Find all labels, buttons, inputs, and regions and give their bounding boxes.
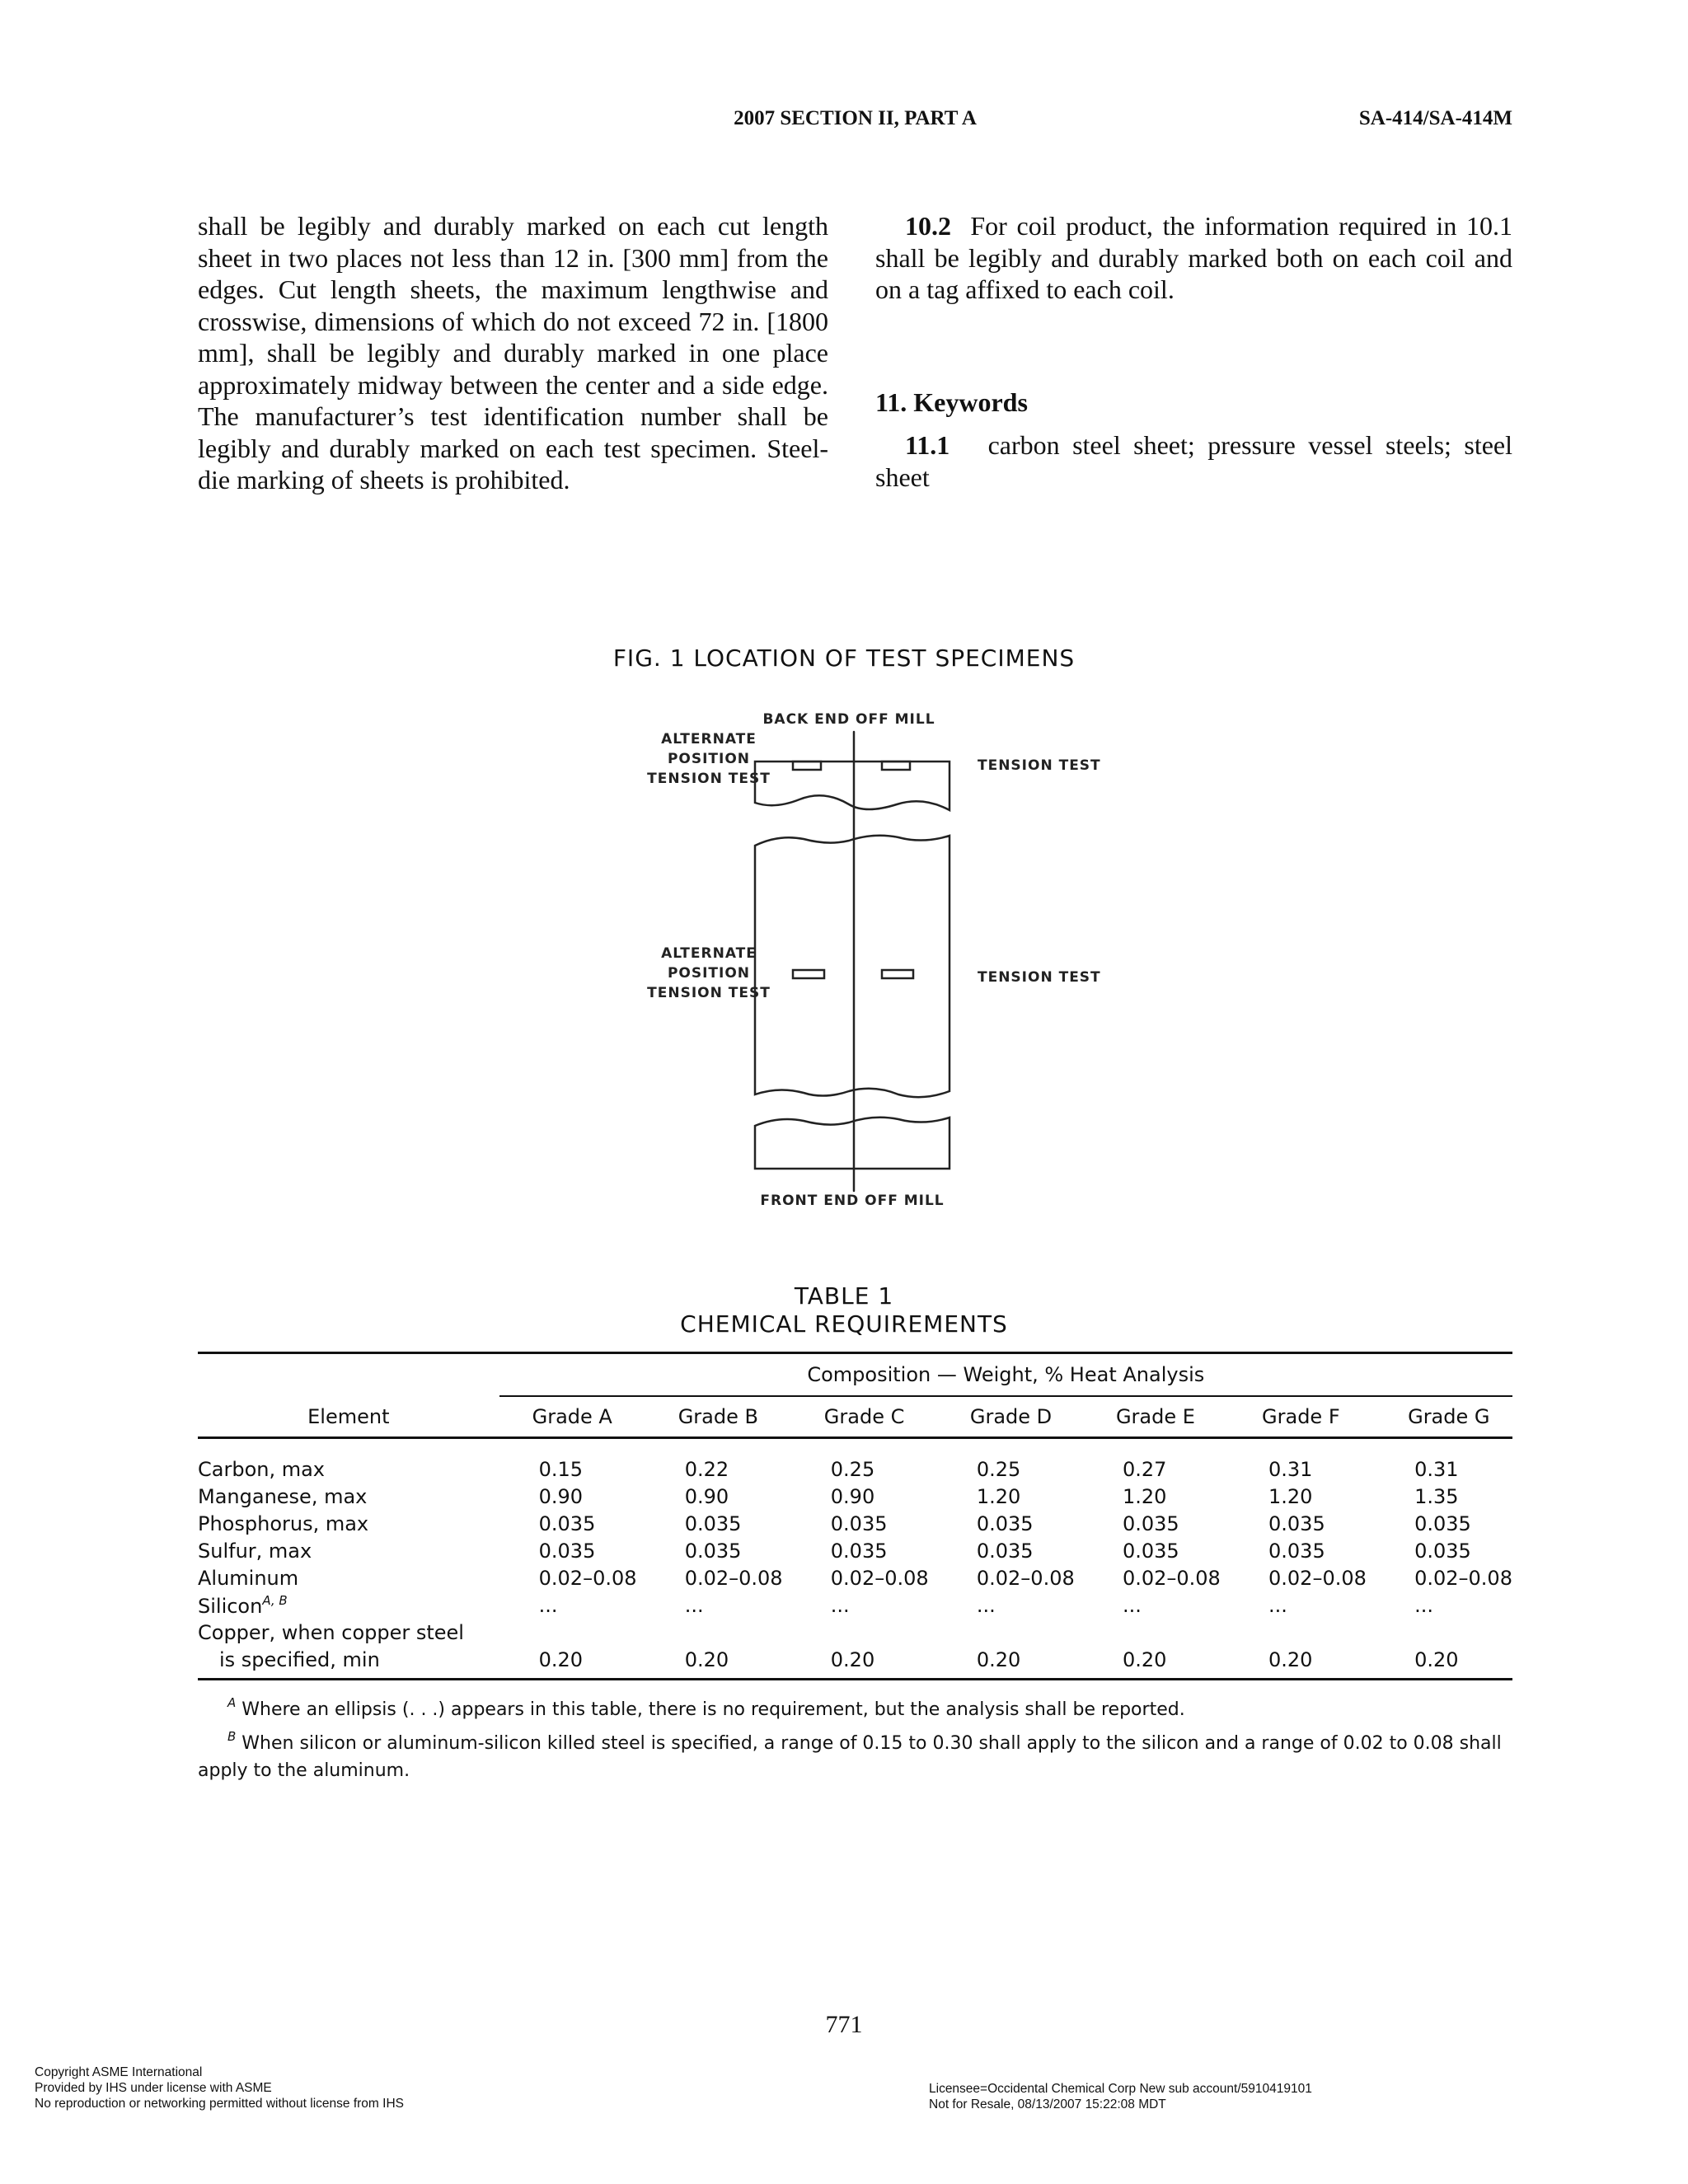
tension-test-label-middle: TENSION TEST: [978, 969, 1101, 986]
footnote-marker: A, B: [262, 1592, 288, 1608]
license-line: Licensee=Occidental Chemical Corp New sub account/5910419101: [929, 2082, 1312, 2096]
value-cell: 0.035: [1414, 1539, 1471, 1563]
value-cell: 0.02–0.08: [1268, 1566, 1367, 1590]
composition-group-header: Composition — Weight, % Heat Analysis: [499, 1353, 1512, 1397]
value-cell: 0.25: [976, 1457, 1021, 1481]
value-cell: ...: [684, 1593, 704, 1617]
value-cell: 1.20: [1268, 1484, 1313, 1508]
copyright-line: No reproduction or networking permitted without license from IHS: [35, 2097, 404, 2111]
element-cell: Sulfur, max: [198, 1539, 312, 1563]
table-row: [198, 1619, 1512, 1646]
specimen-top-right: [882, 762, 910, 770]
value-cell: 0.035: [976, 1511, 1034, 1535]
position-label: POSITION: [667, 965, 751, 982]
footnote-marker: A: [227, 1695, 237, 1710]
value-cell: 0.02–0.08: [1122, 1566, 1221, 1590]
license-notice: [929, 2081, 1312, 2112]
value-cell: 0.20: [976, 1647, 1021, 1671]
table-row: [198, 1510, 1512, 1537]
paragraph-11-1: [875, 429, 1512, 493]
specimen-mid-right: [882, 970, 913, 978]
value-cell: 0.02–0.08: [684, 1566, 783, 1590]
back-end-label: BACK END OFF MILL: [762, 711, 935, 728]
copyright-notice: [35, 2064, 404, 2111]
value-cell: 0.035: [538, 1511, 596, 1535]
copyright-line: Provided by IHS under license with ASME: [35, 2081, 272, 2095]
value-cell: 0.90: [538, 1484, 584, 1508]
grade-header: Grade B: [678, 1405, 758, 1428]
position-label: POSITION: [667, 751, 751, 767]
value-cell: 0.035: [1268, 1511, 1325, 1535]
sheet-outline-bottom: [755, 1118, 950, 1169]
alternate-label: ALTERNATE: [661, 945, 757, 962]
sheet-outline-top: [755, 762, 950, 810]
footnote-marker: B: [227, 1729, 237, 1744]
right-column: [875, 210, 1512, 493]
empty-cell: [499, 1619, 1512, 1646]
tension-test-label: TENSION TEST: [647, 985, 771, 1001]
value-cell: 0.035: [538, 1539, 596, 1563]
value-cell: 0.02–0.08: [976, 1566, 1075, 1590]
value-cell: 0.035: [1414, 1511, 1471, 1535]
table-footnotes: [198, 1690, 1512, 1784]
running-head: [198, 107, 1512, 140]
tension-test-label-top: TENSION TEST: [978, 757, 1101, 774]
grade-header: Grade F: [1262, 1405, 1340, 1428]
value-cell: 0.02–0.08: [538, 1566, 637, 1590]
value-cell: 0.035: [684, 1511, 742, 1535]
value-cell: 1.20: [976, 1484, 1021, 1508]
grade-header: Grade D: [969, 1405, 1053, 1428]
test-specimen-diagram: [577, 692, 1121, 1220]
grade-header: Grade C: [823, 1405, 905, 1428]
table-row: [198, 1564, 1512, 1591]
value-cell: 0.31: [1268, 1457, 1313, 1481]
blank-header-cell: [198, 1353, 499, 1397]
chemical-requirements-table: [198, 1352, 1512, 1680]
section-header: 2007 SECTION II, PART A: [734, 107, 977, 129]
value-cell: 0.035: [976, 1539, 1034, 1563]
value-cell: 0.27: [1122, 1457, 1167, 1481]
element-cell: [198, 1591, 499, 1619]
element-name: Silicon: [198, 1594, 263, 1618]
element-cell: is specified, min: [219, 1647, 380, 1671]
value-cell: 0.20: [1268, 1647, 1313, 1671]
copyright-line: Copyright ASME International: [35, 2065, 203, 2079]
value-cell: 0.035: [684, 1539, 742, 1563]
alternate-label: ALTERNATE: [661, 731, 757, 748]
paragraph-number: 10.2: [905, 211, 951, 241]
paragraph-number: 11.1: [905, 430, 950, 460]
value-cell: 1.35: [1414, 1484, 1459, 1508]
value-cell: 1.20: [1122, 1484, 1167, 1508]
license-line: Not for Resale, 08/13/2007 15:22:08 MDT: [929, 2097, 1166, 2111]
left-column: [198, 210, 828, 496]
element-cell: Phosphorus, max: [198, 1511, 369, 1535]
specimen-top-left: [793, 762, 821, 770]
footnote-text: When silicon or aluminum-silicon killed steel is specified, a range of 0.15 to 0.30 shall apply to the silicon and a range of 0.02 to 0.08 shall apply to the aluminum.: [198, 1733, 1502, 1781]
keywords-heading: 11. Keywords: [875, 387, 1028, 417]
value-cell: ...: [1268, 1593, 1287, 1617]
paragraph-text: carbon steel sheet; pressure vessel steels; steel sheet: [875, 430, 1513, 492]
value-cell: 0.20: [1122, 1647, 1167, 1671]
value-cell: 0.25: [830, 1457, 875, 1481]
table-row: [198, 1438, 1512, 1483]
table-row: [198, 1591, 1512, 1619]
element-cell: Carbon, max: [198, 1457, 326, 1481]
sheet-outline-middle: [755, 836, 950, 1097]
value-cell: ...: [976, 1593, 996, 1617]
table-row: [198, 1483, 1512, 1510]
value-cell: 0.035: [1268, 1539, 1325, 1563]
paragraph-10-2: [875, 210, 1512, 306]
value-cell: 0.31: [1414, 1457, 1459, 1481]
value-cell: 0.035: [830, 1511, 888, 1535]
grade-header: Grade G: [1408, 1405, 1490, 1428]
footnote-a: [198, 1690, 1512, 1723]
value-cell: 0.02–0.08: [830, 1566, 929, 1590]
element-cell: Copper, when copper steel: [198, 1620, 464, 1644]
front-end-label: FRONT END OFF MILL: [760, 1193, 945, 1209]
table-row: [198, 1646, 1512, 1680]
table-title: [0, 1282, 1688, 1338]
value-cell: 0.20: [830, 1647, 875, 1671]
value-cell: 0.02–0.08: [1414, 1566, 1512, 1590]
value-cell: ...: [538, 1593, 558, 1617]
value-cell: ...: [830, 1593, 850, 1617]
value-cell: 0.90: [684, 1484, 729, 1508]
grade-header: Grade E: [1115, 1405, 1195, 1428]
figure-title: FIG. 1 LOCATION OF TEST SPECIMENS: [612, 644, 1076, 672]
value-cell: 0.15: [538, 1457, 584, 1481]
value-cell: 0.20: [684, 1647, 729, 1671]
value-cell: 0.035: [1122, 1539, 1179, 1563]
footnote-b: [198, 1723, 1512, 1784]
value-cell: ...: [1122, 1593, 1142, 1617]
value-cell: 0.90: [830, 1484, 875, 1508]
value-cell: 0.035: [830, 1539, 888, 1563]
value-cell: 0.20: [1414, 1647, 1459, 1671]
paragraph-text: For coil product, the information required in 10.1 shall be legibly and durably marked both on each coil and on a tag affixed to each coil.: [875, 211, 1513, 304]
value-cell: 0.035: [1122, 1511, 1179, 1535]
element-cell: Manganese, max: [198, 1484, 368, 1508]
table-caption: CHEMICAL REQUIREMENTS: [680, 1310, 1008, 1338]
value-cell: 0.22: [684, 1457, 729, 1481]
value-cell: 0.20: [538, 1647, 584, 1671]
tension-test-label: TENSION TEST: [647, 771, 771, 787]
value-cell: ...: [1414, 1593, 1433, 1617]
specimen-mid-left: [793, 970, 824, 978]
grade-header: Grade A: [532, 1405, 612, 1428]
element-cell: Aluminum: [198, 1566, 299, 1590]
footnote-text: Where an ellipsis (. . .) appears in this table, there is no requirement, but the analysis shall be reported.: [241, 1699, 1185, 1720]
page-number: 771: [825, 2011, 863, 2038]
table-number: TABLE 1: [794, 1282, 894, 1310]
element-header: Element: [307, 1404, 390, 1428]
spec-number: SA-414/SA-414M: [1358, 107, 1512, 129]
marking-paragraph: shall be legibly and durably marked on each cut length sheet in two places not less than 12 in. [300 mm] from the edges. Cut length sheets, the maximum lengthwise and crosswise, dimensions of which do not exceed 72 in. [1800 mm], shall be legibly and durably marked in one place approximately midway between the center and a side edge. The manufacturer’s test identification number shall be legibly and durably marked on each test specimen. Steel-die marking of sheets is prohibited.: [198, 211, 828, 494]
table-row: [198, 1537, 1512, 1564]
